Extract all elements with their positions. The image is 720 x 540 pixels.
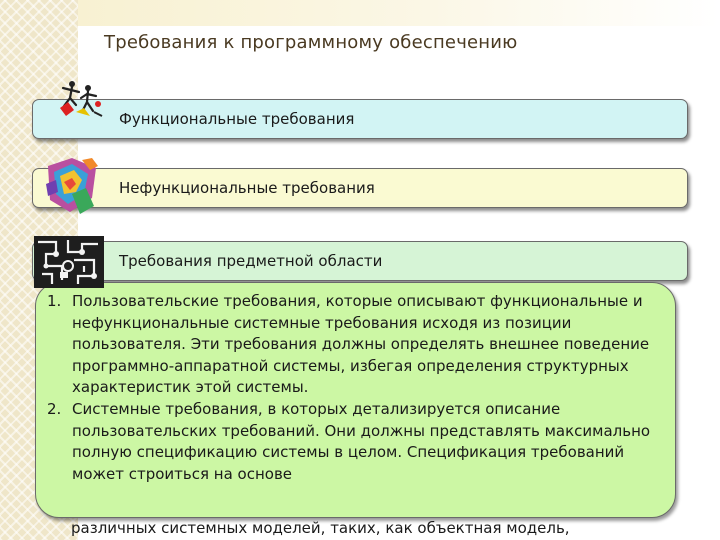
list-item: [36, 399, 675, 485]
list-item-number: 1.: [47, 292, 62, 310]
colorful-abstract-clipart-icon: [42, 154, 102, 218]
overflow-text-line: различных системных моделей, таких, как объектная модель,: [71, 519, 570, 537]
list-item-number: 2.: [47, 399, 62, 418]
circuit-pattern-clipart-icon: [34, 236, 104, 288]
nonfunctional-requirements-label: Нефункциональные требования: [119, 179, 375, 197]
figures-clipart-icon: [54, 78, 108, 120]
nonfunctional-requirements-bar[interactable]: [32, 168, 688, 208]
decorative-top-band: [78, 0, 720, 26]
list-item-text: Пользовательские требования, которые описывают функциональные и нефункциональные системные требования исходя из позиции пользователя. Эти требования должны определять внешнее поведение программно-аппаратной системы, избегая определения структурных характеристик этой системы.: [72, 292, 650, 397]
requirements-detail-list: [36, 283, 675, 485]
domain-requirements-label: Требования предметной области: [119, 252, 383, 270]
functional-requirements-bar[interactable]: [32, 99, 688, 139]
list-item: [36, 291, 675, 399]
requirements-detail-panel: [35, 282, 676, 518]
slide-title: Требования к программному обеспечению: [104, 32, 518, 53]
list-item-text: Системные требования, в которых детализируется описание пользовательских требований. Они должны представлять максимально полную спецификацию системы в целом. Спецификация требований может строиться на основе: [72, 399, 651, 483]
functional-requirements-label: Функциональные требования: [119, 110, 355, 128]
domain-requirements-bar[interactable]: [32, 241, 688, 281]
